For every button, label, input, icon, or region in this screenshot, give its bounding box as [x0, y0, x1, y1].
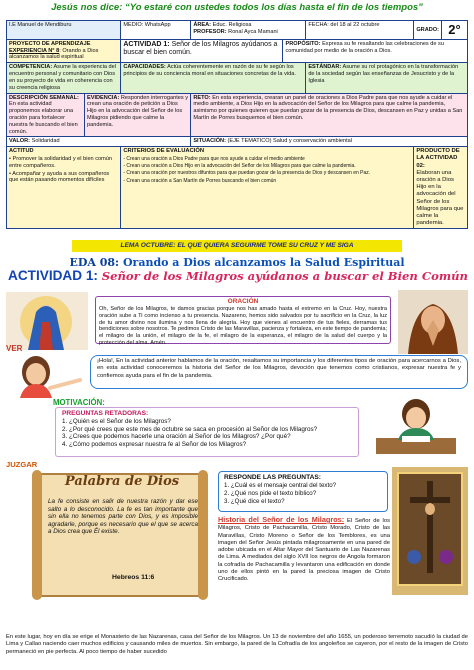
- competencia-cell: [7, 63, 121, 93]
- responde-question: 2. ¿Qué nos pide el texto bíblico?: [224, 489, 317, 497]
- experiencia-desc: : Orando a Dios alcanzamos la salud espiritual: [9, 47, 99, 61]
- criterio-item: - Crean una oración a Dios Padre para que nos ayude a cuidar el medio ambiente: [123, 156, 305, 163]
- criterios-list: [123, 156, 411, 183]
- activity-label: ACTIVIDAD 1:: [8, 268, 98, 283]
- criterio-item: - Crean una oración por nuestros difuntos para que puedan gozar de la presencia de Dios y descansen en Paz.: [123, 170, 371, 177]
- proyecto-label: PROYECTO DE APRENDIZAJE: [9, 40, 91, 47]
- criterio-item: - Crean una oración a Dios Hijo en la advocación del Señor de los Milagros para que calme la pandemia.: [123, 163, 356, 170]
- evidencia-value: Responden interrogantes y crean una oración de petición a Dios Hijo en la advocación del Señor de los Milagros pidiendo que calme la pandemia.: [87, 94, 189, 128]
- motivacion-title: PREGUNTAS RETADORAS:: [62, 410, 149, 417]
- actitud-item: • Promover la solidaridad y el bien común entre compañeros.: [9, 156, 113, 169]
- responde-question: 3. ¿Qué dice el texto?: [224, 497, 285, 505]
- pointing-girl-image: [10, 352, 84, 398]
- palabra-text: La fe consiste en salir de nuestra razón y dar ese salto a lo desconocido. La fe es tan importante que sin ella no tenemos parte con Dios, y es imposible agradarle, porque es necesario que el que se acerca a Dios crea que Él existe.: [48, 498, 198, 536]
- ver-label: VER: [6, 344, 23, 353]
- prayer-title: ORACIÓN: [227, 298, 259, 305]
- proyecto-cell: [7, 39, 121, 62]
- historia-continuation: En este lugar, hoy en día se erige el Monasterio de las Nazarenas, casa del Señor de los Milagros. Un 13 de noviembre del año 1655, un poderoso terremoto sacudió la ciudad de Lima y Callao naciendo caer muchos edificios y causando miles de muertos. Sin embargo, la pared de la Cofradía de los angoleños se cayeron, por el resto de la imagen de Cristo permaneció en pie perfecta. Al poco tiempo de haber sucedido: [6, 634, 468, 655]
- proposito-cell: [283, 39, 468, 62]
- historia-block: [218, 515, 390, 584]
- palabra-title: Palabra de Dios: [64, 474, 180, 489]
- school-name: I.E Manuel de Mendiburu: [7, 21, 121, 40]
- prayer-box: [95, 296, 391, 344]
- motivacion-box: [55, 407, 359, 457]
- proposito-label: PROPÓSITO:: [285, 40, 321, 47]
- actividad-value: Señor de los Milagros ayúdanos a buscar el bien común.: [123, 40, 278, 57]
- area-profesor-cell: [191, 21, 306, 40]
- descripcion-label: DESCRIPCIÓN SEMANAL:: [9, 94, 79, 101]
- descripcion-value: En esta actividad proponemos elaborar una oración para fortalecer nuestra fe buscando el bien común.: [9, 101, 78, 135]
- producto-value: Elaboran una oración a Dios Hijo en la advocación del Señor de los Milagros para que calme la pandemia.: [416, 169, 464, 227]
- ver-box: ¡Hola!, En la actividad anterior hablamos de la oración, resaltamos su importancia y los diferentes tipos de oración para acercarnos a Dios, en esta actividad conoceremos la historia del Señor de los Milagros, devoción que tenemos como cristianos, expresar nuestra fe y confiemos ayuda para el fin de la pandemia.: [90, 355, 468, 389]
- producto-label: PRODUCTO DE LA ACTIVIDAD 02:: [416, 148, 460, 169]
- capacidades-cell: [121, 63, 306, 93]
- activity-title: Señor de los Milagros ayúdanos a buscar el Bien Común: [101, 269, 468, 283]
- motivacion-question: 3. ¿Crees que podemos hacerle una oración al Señor de los Milagros? ¿Por qué?: [62, 433, 291, 441]
- proposito-value: Expresa su fe resaltando las celebraciones de su comunidad por medio de la oración a Dios.: [285, 40, 444, 54]
- criterios-label: CRITERIOS DE EVALUACIÓN: [123, 148, 205, 155]
- actitud-list: [9, 156, 118, 184]
- evidencia-cell: [85, 93, 191, 137]
- estandar-cell: [306, 63, 468, 93]
- prayer-text: Oh, Señor de los Milagros, te damos gracias porque nos has amado hasta el extremo en la Cruz. Hoy, nuestra oración sube a Ti como incienso a tu presencia. Nazareno, hemos sido salvados por tu sacrificio en la Cruz, la luz de tu amor divino nos ilumina y nos llena de alegría. Hoy que vienes al encuentro de tus fieles, derramas tus bendiciones sobre nosotros. Te pedimos Cristo de las Maravillas, pacienza y fortaleza, en este tiempo de pandemia; el milagro de la unión, el milagro de la fe, el milagro de la esperanza, el milagro de la salud del cuerpo y la protección del alma. Amén.: [99, 305, 387, 346]
- reto-cell: [191, 93, 468, 137]
- eda-title: Orando a Dios alcanzamos la Salud Espiritual: [122, 256, 405, 269]
- valor-cell: [7, 137, 191, 147]
- area-label: ÁREA:: [193, 22, 212, 28]
- profesor-value: Ronal Ayca Mamani: [228, 28, 278, 35]
- valor-value: Solidaridad: [31, 138, 60, 145]
- actitud-cell: [7, 147, 121, 229]
- reto-label: RETO:: [193, 94, 211, 101]
- criterio-item: - Crean una oración a San Martín de Porres buscando el bien común: [123, 177, 277, 184]
- estandar-value: Asume su rol protagónico en la transformación de la sociedad según las enseñanzas de Jesucristo y de la Iglesia: [308, 64, 459, 84]
- header-quote: Jesús nos dice: “Yo estaré con ustedes todos los días hasta el fin de los tiempos”: [51, 2, 423, 13]
- grado-label: GRADO:: [414, 21, 442, 40]
- praying-girl-image: [398, 290, 468, 354]
- situacion-label: SITUACIÓN:: [193, 138, 226, 145]
- lema-banner: LEMA OCTUBRE: EL QUE QUIERA SEGUIRME TOME SU CRUZ Y ME SIGA: [72, 240, 402, 252]
- capacidades-label: CAPACIDADES:: [123, 64, 166, 71]
- actividad-label: ACTIVIDAD 1:: [123, 40, 170, 48]
- actitud-item: • Acompañar y ayuda a sus compañeros que están pasando momentos difíciles: [9, 170, 110, 184]
- fecha-cell: FECHA: del 18 al 22 octubre: [306, 21, 414, 40]
- estandar-label: ESTÁNDAR:: [308, 64, 342, 71]
- medio-cell: MEDIO: WhatsApp: [121, 21, 191, 40]
- situacion-value: (EJE TEMATICO) Salud y conservación ambiental: [227, 138, 352, 145]
- criterios-cell: [121, 147, 414, 229]
- responde-box: [218, 471, 388, 512]
- area-value: Educ. Religiosa: [212, 22, 252, 28]
- juzgar-label: JUZGAR: [6, 460, 38, 469]
- student-writing-image: [368, 394, 464, 458]
- evidencia-label: EVIDENCIA:: [87, 94, 120, 101]
- reto-value: En esta experiencia, crearan un panel de oraciones a Dios Padre para que nos ayude a cuidar el medio ambiente, a Dios Hijo en la advocación del Señor de los Milagros para que calme la pandemia, asimismo por quienes quieren que puedan gozar de la presencia de Dios, descansen en Paz y unidas a San Martín de Porres busquemos el bien común.: [193, 94, 463, 121]
- valor-label: VALOR:: [9, 138, 31, 145]
- header-table: [6, 20, 468, 229]
- motivacion-question: 2. ¿Por qué crees que este mes de octubre se saca en procesión al Señor de los Milagros?: [62, 425, 318, 433]
- capacidades-value: Actúa coherentemente en razón de su fe según los principios de su conciencia moral en situaciones concretas de la vida.: [123, 64, 296, 78]
- situacion-cell: [191, 137, 468, 147]
- virgin-image: [6, 292, 88, 350]
- actitud-label: ACTITUD: [9, 148, 34, 155]
- producto-cell: [414, 147, 468, 229]
- responde-title: RESPONDE LAS PREGUNTAS:: [224, 474, 321, 481]
- historia-text: El Señor de los Milagros, Cristo de Pachacamilla, Cristo Morado, Cristo de las Maravillas, Cristo Moreno o Señor de los Temblores, es una imagen del Señor Jesús pintada milagrosamente en una pared de adobe ubicada en el Altar Mayor del Santuario de Las Nazarenas de Lima. A mediados del siglo XVII los negros de Angola formaron la cofradía de Pachacamilla y levantaron una edificación en donde uno de ellos pintó en la pared la preciosa imagen de Cristo Crucificado.: [218, 518, 390, 583]
- motivacion-question: 4. ¿Cómo podemos expresar nuestra fe al Señor de los Milagros?: [62, 441, 247, 449]
- palabra-reference: Hebreos 11:6: [112, 574, 155, 581]
- motivacion-label: MOTIVACIÓN:: [53, 398, 105, 407]
- activity-heading: [6, 268, 470, 283]
- competencia-value: Asume la experiencia del encuentro personal y comunitario con Dios en su proyecto de vida en coherencia con su creencia religiosa: [9, 64, 116, 91]
- grado-value: 2°: [442, 21, 468, 40]
- experiencia-label: EXPERIENCIA N° 8: [9, 47, 60, 54]
- profesor-label: PROFESOR:: [193, 28, 227, 35]
- responde-question: 1. ¿Cuál es el mensaje central del texto?: [224, 482, 337, 490]
- competencia-label: COMPETENCIA:: [9, 64, 53, 71]
- senor-de-los-milagros-image: [392, 467, 468, 595]
- actividad-cell: [121, 39, 283, 62]
- motivacion-question: 1. ¿Quién es el Señor de los Milagros?: [62, 418, 171, 426]
- descripcion-cell: [7, 93, 85, 137]
- eda-label: EDA 08:: [69, 256, 120, 269]
- historia-title: Historia del Señor de los Milagros:: [218, 515, 345, 524]
